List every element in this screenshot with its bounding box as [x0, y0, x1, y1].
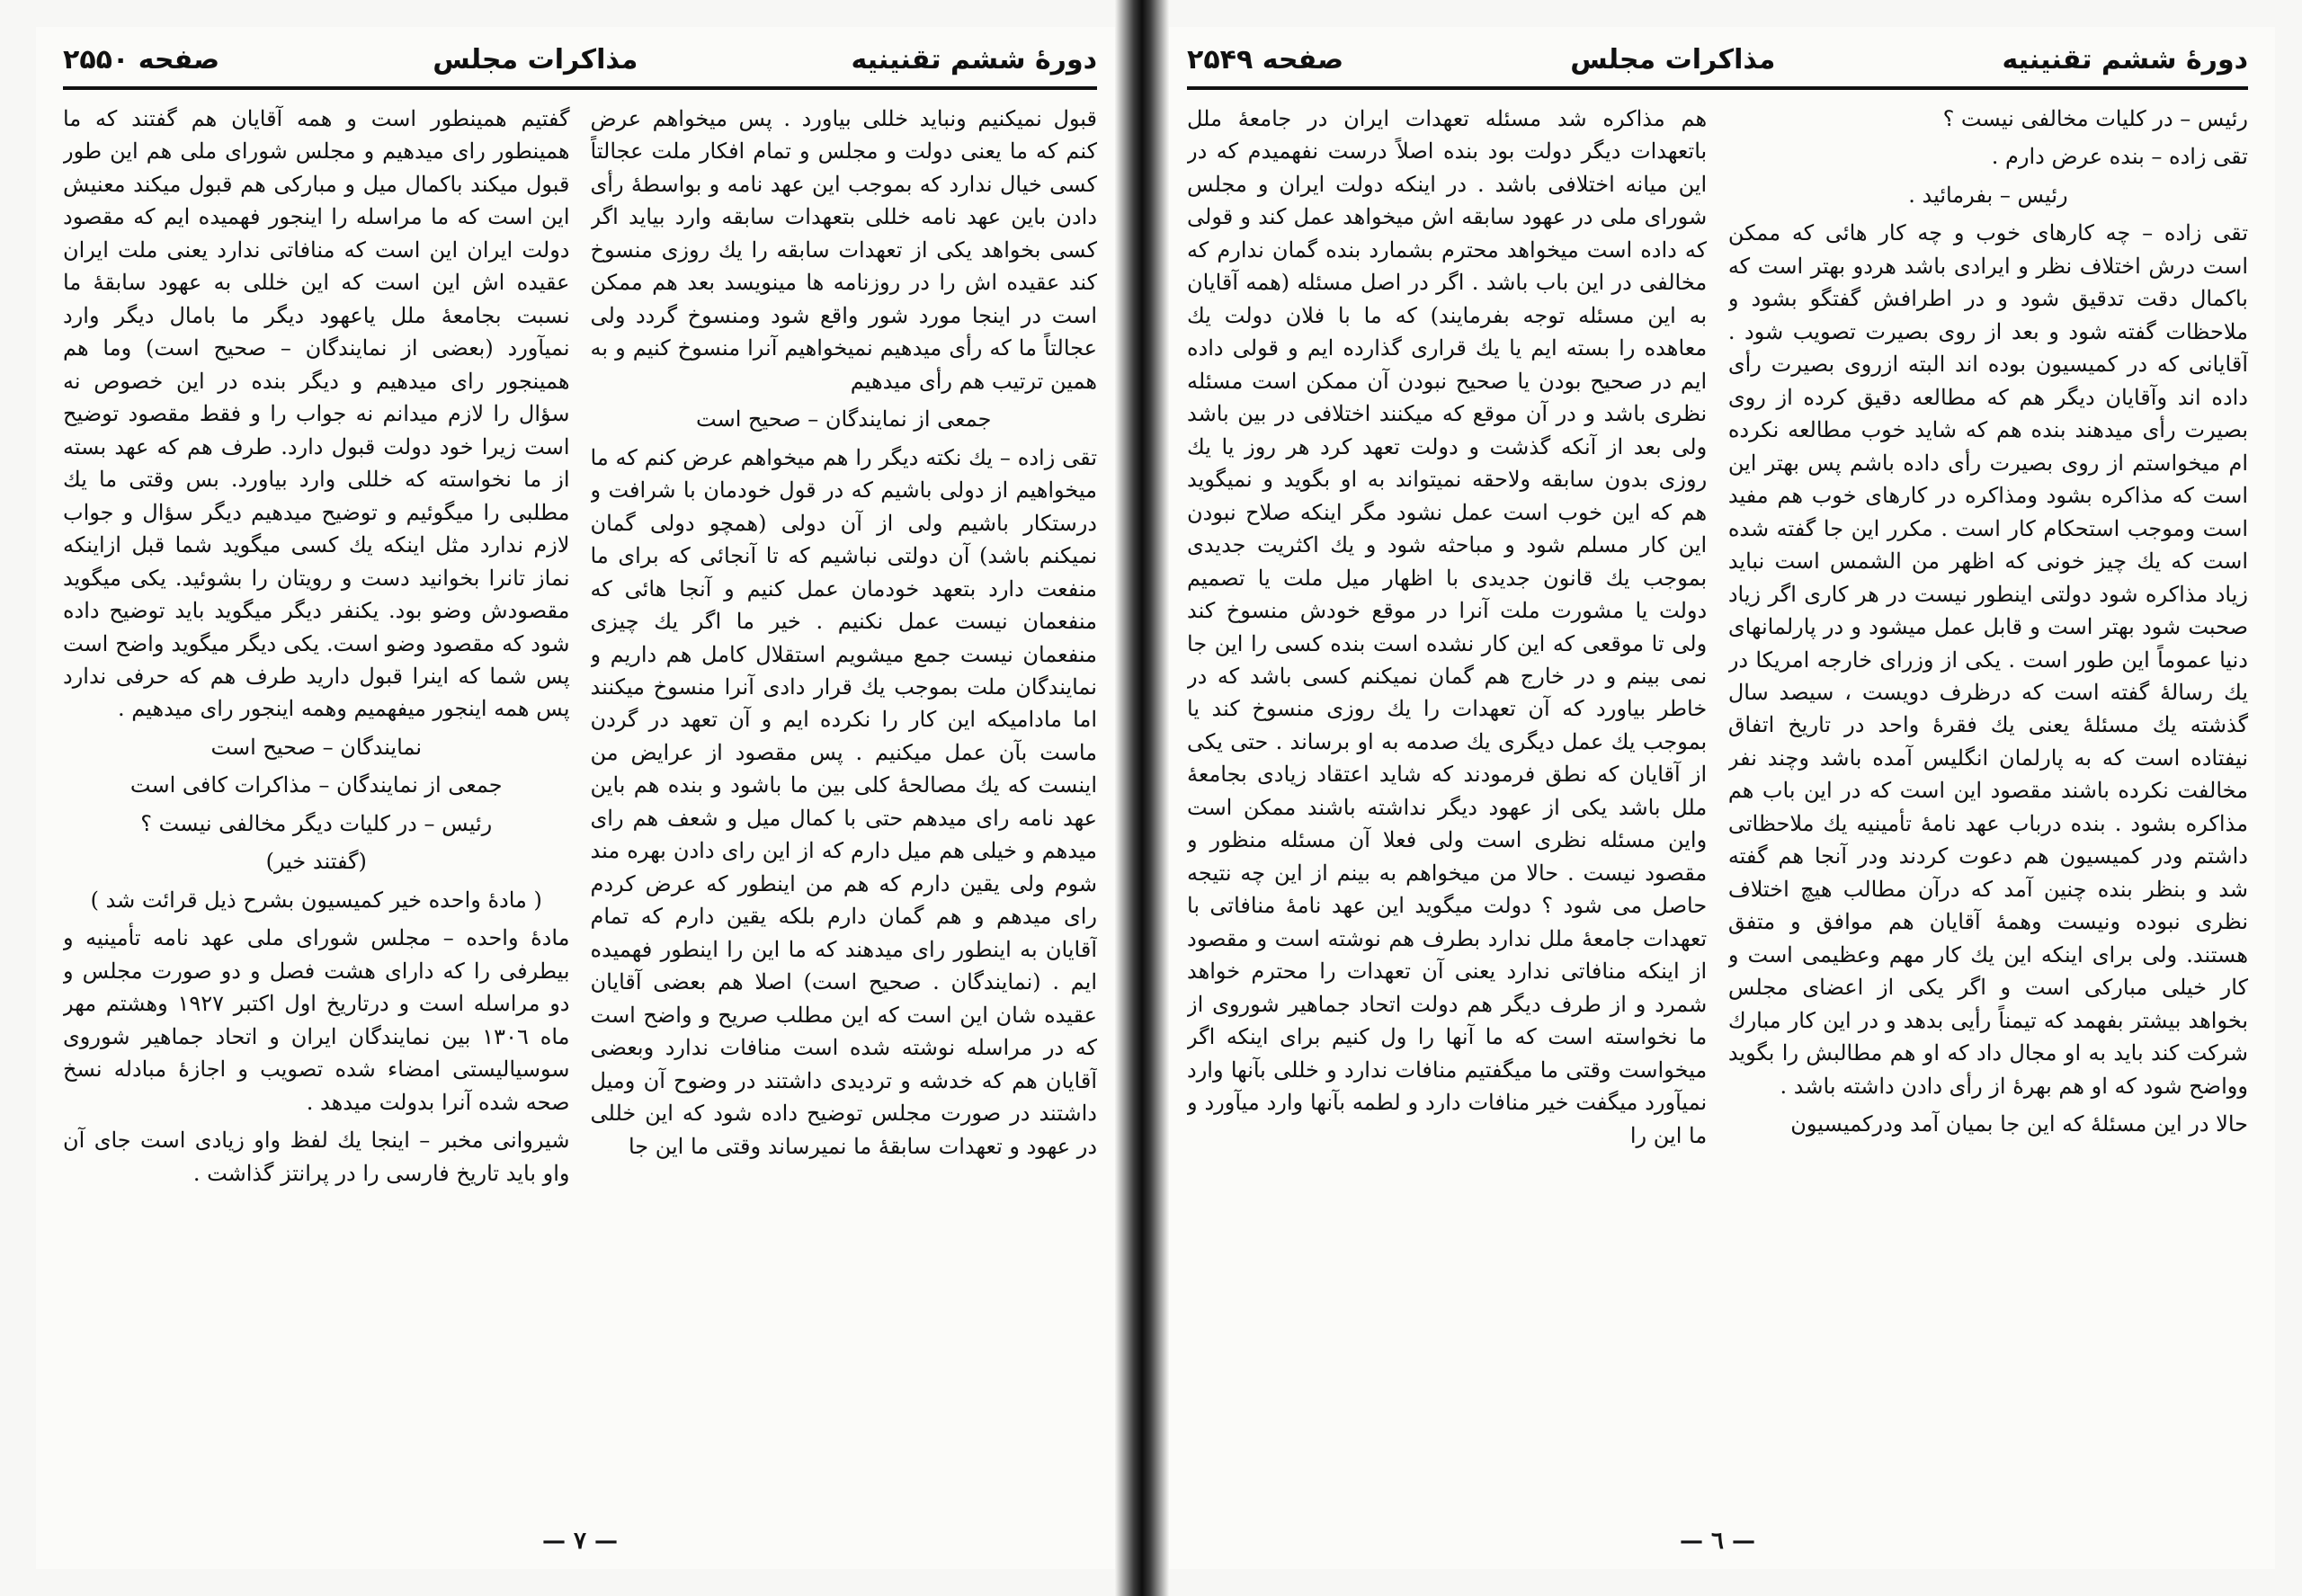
paragraph: تقی زاده – چه کارهای خوب و چه کار هائی که ممکن است درش اختلاف نظر و ایرادی باشد هردو بهتر است که باکمال دقت تدقیق شود و در اطرافش گفتگو بشود و ملاحظات گفته شود و بعد از روی بصیرت تصویب شود . آقایانی که در کمیسیون بوده اند البته ازروی بصیرت رأی داده اند وآقایان دیگر هم که مطالعه دقیق کرده از روی بصیرت رأی میدهند بنده هم که شاید خوب مطالعه نکرده ام میخواستم از روی بصیرت رأی داده باشم پس بهتر این است که مذاکره بشود ومذاکره در کارهای خوب هم مفید است وموجب استحکام کار است . مکرر این جا گفته شده است که یك چیز خونی كه اظهر من الشمس است نباید زیاد مذاکره شود دولتی اینطور نیست در هر کاری اگر زیاد صحبت شود بهتر است و قابل عمل میشود و در پارلمانهای دنیا عموماً این طور است . یکی از وزرای خارجه امریکا در یك رسالهٔ گفته است که درظرف دویست ، سیصد سال گذشته یك مسئلهٔ یعنی یك فقرهٔ واحد در تاریخ اتفاق نیفتاده است که به پارلمان انگلیس آمده باشد وچند نفر مخالفت نکرده باشند مقصود این است که در این باب هم مذاکره بشود . بنده درباب عهد نامهٔ تأمینیه یك ملاحظاتی داشتم ودر کمیسیون هم دعوت کردند ودر آنجا هم گفته شد و بنظر بنده چنین آمد که درآن مطالب هیچ اختلاف نظری نبوده ونیست وهمهٔ آقایان هم موافق و متفق هستند. ولی برای اینکه این یك کار مهم وعظیمی است و کار خیلی مبارکی است و اگر یکی از اعضای مجلس بخواهد بیشتر بفهمد که تیمناً رأیی بدهد و در این کار مبارك شرکت کند باید به او مجال داد که او هم مطالبش را بگوید وواضح شود که او هم بهرهٔ از رأی دادن داشته باشد .	[1727, 220, 2248, 1099]
right-page-column-1	[1728, 103, 2248, 1506]
left-page-number: صفحه ۲۵۵۰	[63, 43, 220, 76]
left-page-title: مذاکرات مجلس	[433, 43, 638, 76]
left-page-footer: — ٧ —	[541, 1528, 619, 1555]
left-page	[36, 27, 1124, 1569]
right-page-number: صفحه ۲۵۴۹	[1187, 43, 1344, 76]
paragraph: قبول نمیکنیم ونباید خللی بیاورد . پس میخواهم عرض کنم که ما یعنی دولت و مجلس و تمام افکار ملت عجالتاً کسی خیال ندارد که بموجب این عهد نامه و بواسطهٔ رأی دادن باین عهد نامه خللی بتعهدات سابقه وارد بیاید اگر کسی بخواهد یکی از تعهدات سابقه را یك روزی منسوخ کند عقیده اش را در روزنامه ها مینویسد بعد هم ممکن است در اینجا مورد شور واقع شود ومنسوخ گردد ولی عجالتاً ما که رأی میدهیم نمیخواهیم آنرا منسوخ کنیم و به همین ترتیب هم رأی میدهیم	[590, 106, 1097, 394]
left-page-column-2	[63, 103, 570, 1506]
paragraph: تقی زاده – بنده عرض دارم .	[1991, 144, 2248, 170]
paragraph: تقی زاده – یك نکته دیگر را هم میخواهم عرض کنم که ما میخواهیم از دولی باشیم که در قول خودمان با شرافت و درستکار باشیم ولی از آن دولی (همچو دولی گمان نمیکنم باشد) آن دولتی نباشیم که تا آنجائی که برای ما منفعت دارد بتعهد خودمان عمل کنیم و آنجا هائی که منفعمان نیست عمل نکنیم . خیر ما اگر یك چیزی منفعمان نیست جمع میشویم استقلال کامل هم داریم و نمایندگان ملت بموجب یك قرار دادی آنرا منسوخ میکنند اما مادامیکه این کار را نکرده ایم و آن تعهد در گردن ماست بآن عمل میکنیم . پس مقصود از عرایض من اینست که یك مصالحهٔ کلی بین ما باشود و بنده هم باین عهد نامه رای میدهم حتی با کمال میل و شعف هم رای میدهم و خیلی هم میل دارم که از این رای دادن بهره مند شوم ولی یقین دارم که هم من اینطور که عرض کردم رای میدهم و هم گمان دارم بلکه یقین دارم که تمام آقایان به اینطور رای میدهند که ما این را اینطور فهمیده ایم . (نمایندگان . صحیح است) اصلا هم بعضی آقایان عقیده شان این است که این مطلب صریح و واضح است که در مراسله نوشته شده است منافات ندارد وبعضی آقایان هم که خدشه و تردیدی داشتند در وضوح آن ومیل داشتند در صورت مجلس توضیح داده شود که این خللی در عهود و تعهدات سابقهٔ ما نمیرساند وقتی ما این جا	[590, 444, 1097, 1159]
paragraph: مادهٔ واحده – مجلس شورای ملی عهد نامه تأمینیه و بیطرفی را که دارای هشت فصل و دو صورت مجلس و دو مراسله است و درتاریخ اول اکتبر ۱۹۲۷ وهشتم مهر ماه ۱۳۰٦ بین نمایندگان ایران و اتحاد جماهیر شوروی سوسیالیستی امضاء شده تصویب و اجازهٔ مبادله نسخ صحه شده آنرا بدولت میدهد .	[63, 925, 570, 1115]
left-page-column-1	[591, 103, 1098, 1506]
right-page-title: مذاکرات مجلس	[1570, 43, 1776, 76]
right-page-column-2	[1187, 103, 1707, 1506]
paragraph: هم مذاکره شد مسئله تعهدات ایران در جامعهٔ ملل باتعهدات دیگر دولت بود بنده اصلاً درست نفهمیدم که در این میانه اختلافی باشد . در اینکه دولت ایران و مجلس شورای ملی در عهود سابقه اش میخواهد عمل کند و قولی که داده است میخواهد محترم بشمارد بنده گمان ندارم که مخالفی در این باب باشد . اگر در اصل مسئله (همه آقایان به این مسئله توجه بفرمایند) که ما با فلان دولت یك معاهده را بسته ایم یا یك قراری گذارده ایم و قولی داده ایم در صحیح بودن یا صحیح نبودن آن ممکن است مسئله نظری باشد و در آن موقع که میکنند اختلافی در بین باشد ولی بعد از آنکه گذشت و دولت تعهد کرد هر روز یا یك روزی بدون سابقه ولاحقه نمیتواند به او بگوید و نمیگوید هم که این خوب است عمل نشود مگر اینکه صلاح نبودن این کار مسلم شود و مباحثه شود و یك اکثریت جدیدی بموجب یك قانون جدیدی با اظهار میل ملت یا تصمیم دولت یا مشورت ملت آنرا در موقع خودش منسوخ کند ولی تا موقعی که این کار نشده است بنده کسی را این جا نمی بینم و در خارج هم گمان نمیکنم کسی باشد که در خاطر بیاورد که آن تعهدات را یك روزی منسوخ کند یا بموجب یك عمل دیگری یك صدمه به او برساند . حتی یکی از آقایان که نطق فرمودند که شاید اعتقاد زیادی بجامعهٔ ملل باشد یکی از عهود دیگر نداشته باشند ممکن است واین مسئله نظری است ولی فعلا آن مسئله منظور و مقصود نیست . حالا من میخواهم به بینم از این چه نتیجه حاصل می شود ؟ دولت میگوید این عهد نامهٔ منافاتی با تعهدات جامعهٔ ملل ندارد بطرف هم نوشته است و مقصود از اینکه منافاتی ندارد یعنی آن تعهدات را محترم خواهد شمرد و از طرف دیگر هم دولت اتحاد جماهیر شوروی از ما نخواسته است که ما آنها را ول کنیم برای اینکه اگر میخواست وقتی ما میگفتیم منافات ندارد و خللی بآنها وارد نمیآورد میگفت خیر منافات دارد و لطمه بآنها وارد میآورد و ما این را	[1187, 106, 1708, 1148]
paragraph: جمعی از نمایندگان – صحیح است	[696, 406, 992, 432]
paragraph: رئیس – در کلیات دیگر مخالفی نیست ؟	[140, 810, 493, 836]
right-page-footer: — ٦ —	[1679, 1528, 1756, 1555]
left-page-period: دورهٔ ششم تقنینیه	[851, 43, 1097, 76]
paragraph: (گفتند خیر)	[265, 849, 367, 875]
paragraph: رئیس – بفرمائید .	[1908, 182, 2068, 208]
paragraph: جمعی از نمایندگان – مذاکرات کافی است	[129, 772, 503, 798]
right-header-rule	[1187, 86, 2248, 90]
paragraph: گفتیم همینطور است و همه آقایان هم گفتند که ما همینطور رای میدهیم و مجلس شورای ملی هم این طور قبول میکند باکمال میل و مبارکی هم قبول میکند معنیش این است که ما مراسله را اینجور فهمیده ایم که مقصود دولت ایران این است که منافاتی ندارد یعنی ملت ایران عقیده اش این است که این خللی به عهود سابقهٔ ما نسبت بجامعهٔ ملل یاعهود دیگر ما بامال دیگر وارد نمیآورد (بعضی از نمایندگان – صحیح است) وما هم همینجور رای میدهیم و دیگر بنده در این خصوص نه سؤال را لازم میدانم نه جواب را و فقط مقصود توضیح است زیرا خود دولت قبول دارد. طرف هم که عهد بسته از ما نخواسته که خللی وارد بیاورد. بس وقتی ما یك مطلبی را میگوئیم و توضیح میدهیم دیگر سؤال و جواب لازم ندارد مثل اینکه یك کسی میگوید شما قبل ازاینکه نماز تانرا بخوانید دست و رویتان را بشوئید. یکی میگوید مقصودش وضو بود. یکنفر دیگر میگوید باید توضیح داده شود که مقصود وضو است. یکی دیگر میگوید واضح است پس شما که اینرا قبول دارید طرف هم که حرفی ندارد پس همه اینجور میفهمیم وهمه اینجور رای میدهیم .	[63, 106, 570, 722]
right-page	[1160, 27, 2275, 1569]
paragraph: ( مادهٔ واحده خیر کمیسیون بشرح ذیل قرائت شد )	[90, 887, 542, 913]
right-page-header	[1187, 34, 2248, 85]
paragraph: حالا در این مسئلهٔ که این جا بمیان آمد ودرکمیسیون	[1790, 1111, 2248, 1137]
left-page-columns	[63, 103, 1097, 1506]
right-page-period: دورهٔ ششم تقنینیه	[2002, 43, 2248, 76]
right-page-columns	[1187, 103, 2248, 1506]
paragraph: شیروانی مخبر – اینجا یك لفظ واو زیادی است جای آن واو باید تاریخ فارسی را در پرانتز گذاشت .	[63, 1128, 570, 1186]
paragraph: رئیس – در کلیات مخالفی نیست ؟	[1942, 106, 2248, 131]
left-page-header	[63, 34, 1097, 85]
paragraph: نمایندگان – صحیح است	[210, 734, 423, 760]
binding-gutter	[1115, 0, 1169, 1596]
left-header-rule	[63, 86, 1097, 90]
